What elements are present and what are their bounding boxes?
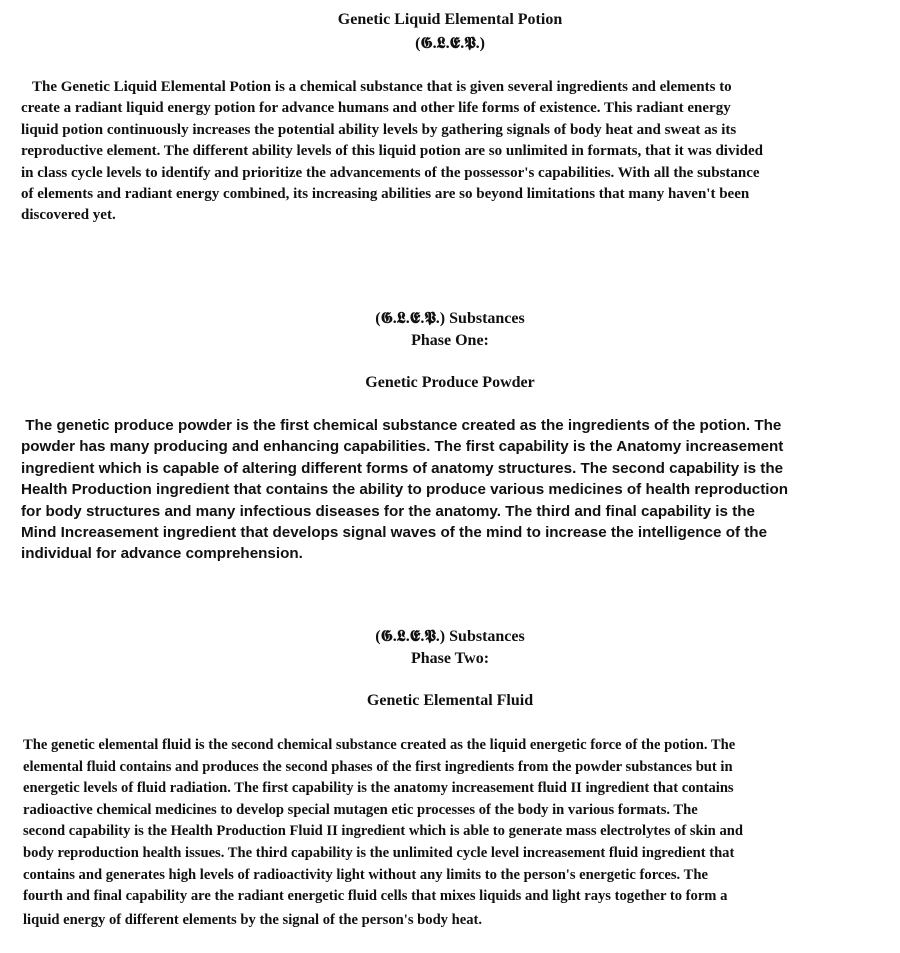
document-abbreviation: (𝕲.𝕷.𝕰.𝕻.) (415, 35, 485, 52)
phase-one-line: Health Production ingredient that contains the ability to produce various medicines of health reproduction (21, 481, 789, 499)
phase-one-label: Phase One: (411, 332, 489, 349)
phase-one-line: ingredient which is capable of altering different forms of anatomy structures. The second capability is the (21, 459, 784, 477)
phase-two-section-title: Genetic Elemental Fluid (366, 692, 534, 709)
phase-one-section-title: Genetic Produce Powder (365, 374, 535, 391)
phase-one-line: for body structures and many infectious diseases for the anatomy. The third and final capability is the (21, 502, 755, 520)
intro-line: in class cycle levels to identify and prioritize the advancements of the possessor's capabilities. With all the substance (21, 164, 760, 181)
intro-line: The Genetic Liquid Elemental Potion is a chemical substance that is given several ingredients and elements to (21, 79, 732, 95)
phase-two-paragraph (23, 735, 743, 931)
intro-line: create a radiant liquid energy potion for advance humans and other life forms of existence. This radiant energy (21, 100, 731, 117)
phase-two-line: fourth and final capability are the radiant energetic fluid cells that mixes liquids and light rays together to form a (23, 888, 728, 905)
phase-two-line: body reproduction health issues. The third capability is the unlimited cycle level increasement fluid ingredient that (23, 844, 735, 861)
phase-two-label: Phase Two: (410, 650, 490, 667)
document-title: Genetic Liquid Elemental Potion (337, 11, 563, 28)
phase-two-line: liquid energy of different elements by the signal of the person's body heat. (23, 911, 483, 928)
phase-two-line: contains and generates high levels of radioactivity light without any limits to the person's energetic forces. The (23, 866, 708, 883)
intro-line: of elements and radiant energy combined, its increasing abilities are so beyond limitations that many haven't been (21, 186, 750, 203)
phase-one-line: Mind Increasement ingredient that develops signal waves of the mind to increase the intelligence of the (21, 524, 768, 542)
phase-one-line: individual for advance comprehension. (21, 545, 303, 563)
intro-line: liquid potion continuously increases the potential ability levels by gathering signals of body heat and sweat as its (21, 121, 737, 138)
phase-two-substances-abbr: (𝕲.𝕷.𝕰.𝕻.) (375, 628, 446, 645)
phase-one-line: powder has many producing and enhancing capabilities. The first capability is the Anatomy increasement (21, 438, 784, 456)
phase-two-substances-heading (0, 627, 900, 647)
phase-two-line: The genetic elemental fluid is the second chemical substance created as the liquid energetic force of the potion. The (23, 737, 736, 753)
phase-two-line: radioactive chemical medicines to develop special mutagen etic processes of the body in various formats. The (23, 801, 698, 818)
intro-paragraph (21, 77, 763, 227)
phase-two-line: second capability is the Health Production Fluid II ingredient which is able to generate mass electrolytes of skin and (23, 823, 743, 840)
intro-line: reproductive element. The different ability levels of this liquid potion are so unlimited in formats, that it was divided (21, 143, 763, 160)
intro-line: discovered yet. (21, 207, 116, 224)
phase-two-line: energetic levels of fluid radiation. The first capability is the anatomy increasement fluid II ingredient that contains (23, 780, 734, 797)
phase-two-substances-label: Substances (445, 628, 525, 645)
phase-one-paragraph (21, 415, 788, 565)
phase-one-substances-abbr: (𝕲.𝕷.𝕰.𝕻.) (375, 310, 446, 327)
phase-two-line: elemental fluid contains and produces the second phases of the first ingredients from the powder substances but in (23, 758, 733, 775)
phase-one-line: The genetic produce powder is the first chemical substance created as the ingredients of the potion. The (21, 417, 782, 434)
phase-one-substances-label: Substances (445, 310, 525, 327)
phase-one-substances-heading (0, 309, 900, 329)
